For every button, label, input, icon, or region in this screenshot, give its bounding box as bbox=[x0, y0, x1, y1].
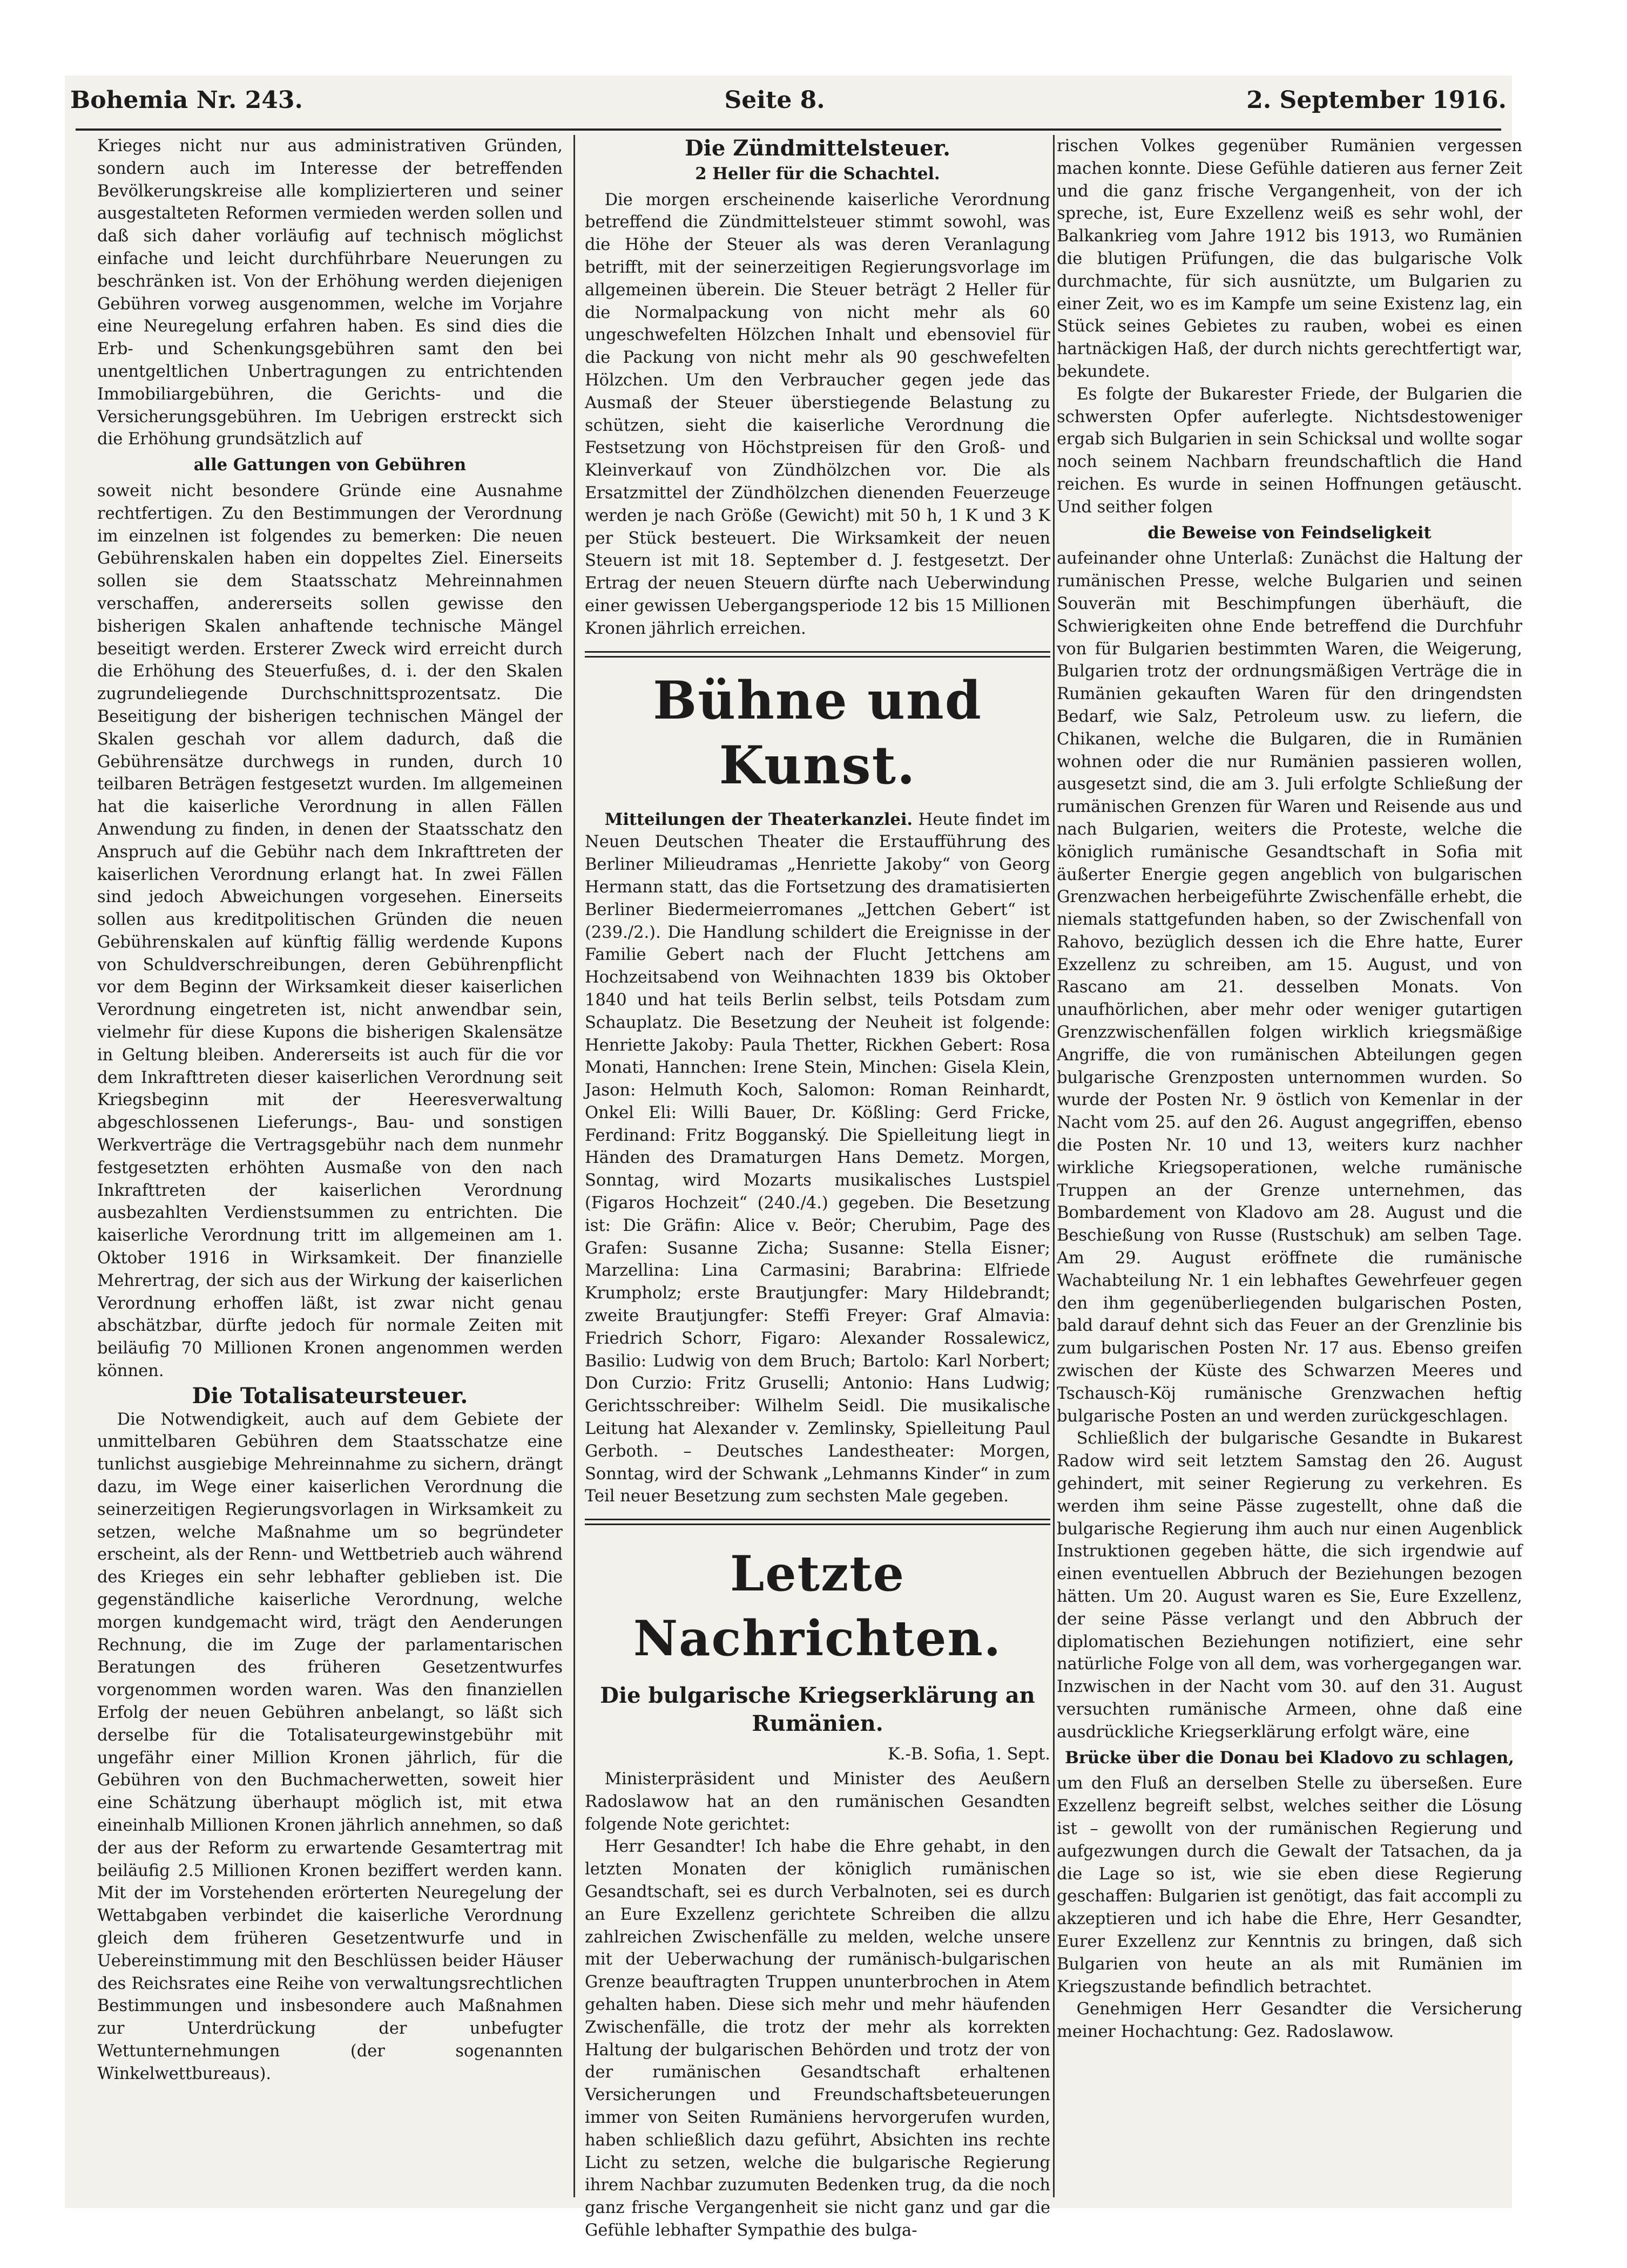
article-text: um den Fluß an derselben Stelle zu überseßen. Eure Exzellenz begreift selbst, welches seither die Lösung ist – gewollt von der rumänischen Regierung und aufgezwungen durch die Gewalt der Tatsachen, da ja die Lage so ist, wie sie eben diese Regierung geschaffen: Bulgarien ist genötigt, das fait accompli zu akzeptieren und ich habe die Ehre, Herr Gesandter, Eurer Exzellenz zur Kenntnis zu bringen, daß sich Bulgarien von heute an als mit Rumänien im Kriegszustande befindlich betrachtet. bbox=[1057, 1774, 1522, 1996]
column-3 bbox=[1057, 135, 1522, 2197]
column-divider-1 bbox=[573, 135, 575, 2197]
article-text: rischen Volkes gegenüber Rumänien vergessen machen konnte. Diese Gefühle datieren aus ferner Zeit und die ganz frische Vergangenheit, von der ich spreche, ist, Eure Exzellenz weiß es sehr wohl, der Balkankrieg vom Jahre 1912 bis 1913, wo Rumänien die blutigen Prüfungen, die das bulgarische Volk durchmachte, für sich ausnützte, um Bulgarien zu einer Zeit, wo es im Kampfe um seine Existenz lag, ein Stück seines Gebietes zu rauben, wobei es einen hartnäckigen Haß, der durch nichts gerechtfertigt war, bekundete. bbox=[1057, 137, 1522, 381]
section-heading: Letzte Nachrichten. bbox=[633, 1545, 1002, 1668]
subheading: die Beweise von Feindseligkeit bbox=[1147, 523, 1432, 543]
article-text: Krieges nicht nur aus administrativen Gründen, sondern auch im Interesse der betreffenden Bevölkerungskreise alle komplizierteren und seiner ausgestalteten Reformen vermieden werden sollen und daß sich daher vorläufig auf technisch möglichst einfache und leicht durchführbare Neuerungen zu beschränken ist. Von der Erhöhung werden diejenigen Gebühren vorweg ausgenommen, welche im Vorjahre eine Neuregelung erfahren haben. Es sind dies die Erb- und Schenkungsgebühren samt den bei unentgeltlichen Unbertragungen zu entrichtenden Immobiliargebühren, die Gerichts- und die Versicherungsgebühren. Im Uebrigen erstreckt sich die Erhöhung grundsätzlich auf bbox=[97, 137, 563, 449]
page-number: Seite 8. bbox=[724, 86, 825, 114]
column-1 bbox=[97, 135, 563, 2197]
dateline: K.-B. Sofia, 1. Sept. bbox=[888, 1745, 1050, 1764]
article-heading: Die bulgarische Kriegserklärung an Rumänien. bbox=[600, 1683, 1035, 1737]
article-heading: Die Zündmittelsteuer. bbox=[684, 136, 950, 161]
masthead-issue: Bohemia Nr. 243. bbox=[70, 86, 303, 114]
subheading: Brücke über die Donau bei Kladovo zu schlagen, bbox=[1065, 1748, 1514, 1768]
section-heading: Bühne und Kunst. bbox=[653, 669, 982, 796]
article-text: Es folgte der Bukarester Friede, der Bulgarien die schwersten Opfer auferlegte. Nichtsdestoweniger ergab sich Bulgarien in sein Schicksal und wollte sogar noch seinem Nachbarn freundschaftlich die Hand reichen. Es wurde in seinen Hoffnungen getäuscht. Und seither folgen bbox=[1057, 384, 1522, 517]
article-text: Herr Gesandter! Ich habe die Ehre gehabt, in den letzten Monaten der königlich rumänischen Gesandtschaft, sei es durch Verbalnoten, sei es durch an Eure Exzellenz gerichtete Schreiben die allzu zahlreichen Zwischenfälle zu melden, welche unsere mit der Ueberwachung der rumänisch-bulgarischen Grenze beauftragten Truppen ununterbrochen in Atem gehalten haben. Diese sich mehr und mehr häufenden Zwischenfälle, die trotz der mehr als korrekten Haltung der bulgarischen Behörden und trotz der von der rumänischen Gesandtschaft erhaltenen Versicherungen und Freundschaftsbeteuerungen immer von Seiten Rumäniens hervorgerufen wurden, haben schließlich dazu geführt, Absichten ins rechte Licht zu setzen, welche die bulgarische Regierung ihrem Nachbar zuzumuten Bedenken trug, da die noch ganz frische Vergangenheit sie nicht ganz und gar die Gefühle lebhafter Sympathie des bulga- bbox=[585, 1837, 1050, 2240]
article-text: Genehmigen Herr Gesandter die Versicherung meiner Hochachtung: Gez. Radoslawow. bbox=[1057, 2000, 1522, 2042]
article-heading: Die Totalisateursteuer. bbox=[192, 1383, 468, 1409]
article-text: Die Notwendigkeit, auch auf dem Gebiete der unmittelbaren Gebühren dem Staatsschatze eine tunlichst ausgiebige Mehreinnahme zu sichern, drängt dazu, im Wege einer kaiserlichen Verordnung die seinerzeitigen Regierungsvorlagen in Wirksamkeit zu setzen, welche Maßnahme um so begründeter erscheint, als der Renn- und Wettbetrieb auch während des Krieges ein sehr lebhafter geblieben ist. Die gegenständliche kaiserliche Verordnung, welche morgen kundgemacht wird, trägt den Aenderungen Rechnung, die im Zuge der parlamentarischen Beratungen des früheren Gesetzentwurfes vorgenommen worden waren. Was den finanziellen Erfolg der neuen Gebühren anbelangt, so läßt sich derselbe für die Totalisateurgewinstgebühr mit ungefähr einer Million Kronen jährlich, für die Gebühren von den Buchmacherwetten, soweit hier eine Schätzung überhaupt möglich ist, mit etwa eineinhalb Millionen Kronen jährlich annehmen, so daß der aus der Reform zu erwartende Gesamtertrag mit beiläufig 2.5 Millionen Kronen beziffert werden kann. Mit der im Vorstehenden erörterten Neuregelung der Wettabgaben verbindet die kaiserliche Verordnung gleich dem früheren Gesetzentwurfe und in Uebereinstimmung mit den Beschlüssen beider Häuser des Reichsrates eine Reihe von verwaltungsrechtlichen Bestimmungen und insbesondere auch Maßnahmen zur Unterdrückung der unbefugter Wettunternehmungen (der sogenannten Winkelwettbureaus). bbox=[97, 1410, 563, 2083]
article-text: soweit nicht besondere Gründe eine Ausnahme rechtfertigen. Zu den Bestimmungen der Verordnung im einzelnen ist folgendes zu bemerken: Die neuen Gebührenskalen haben ein doppeltes Ziel. Einerseits sollen sie dem Staatsschatz Mehreinnahmen verschaffen, andererseits sollen gewisse den bisherigen Skalen anhaftende technische Mängel beseitigt werden. Ersterer Zweck wird erreicht durch die Erhöhung des Steuerfußes, d. i. der den Skalen zugrundeliegende Durchschnittsprozentsatz. Die Beseitigung der bisherigen technischen Mängel der Skalen geschah vor allem dadurch, daß die Gebührensätze durchwegs in runden, durch 10 teilbaren Beträgen festgesetzt wurden. Im allgemeinen hat die kaiserliche Verordnung in allen Fällen Anwendung zu finden, in denen der Staatsschatz den Anspruch auf die Gebühr nach dem Inkrafttreten der kaiserlichen Verordnung erlangt hat. In zwei Fällen sind jedoch Abweichungen vorgesehen. Einerseits sollen aus kreditpolitischen Gründen die neuen Gebührenskalen auf künftig fällig werdende Kupons von Schuldverschreibungen, deren Gebührenpflicht vor dem Beginn der Wirksamkeit dieser kaiserlichen Verordnung eingetreten ist, nicht anwendbar sein, vielmehr für diese Kupons die bisherigen Skalensätze in Geltung bleiben. Andererseits ist auch für die vor dem Inkrafttreten dieser kaiserlichen Verordnung seit Kriegsbeginn mit der Heeresverwaltung abgeschlossenen Lieferungs-, Bau- und sonstigen Werkverträge die Vertragsgebühr nach dem nunmehr festgesetzten erhöhten Ausmaße von den nach Inkrafttreten der kaiserlichen Verordnung ausbezahlten Verdienstsummen zu entrichten. Die kaiserliche Verordnung tritt im allgemeinen am 1. Oktober 1916 in Wirksamkeit. Der finanzielle Mehrertrag, der sich aus der Wirkung der kaiserlichen Verordnung erhoffen läßt, ist zwar nicht genau abschätzbar, dürfte jedoch für normale Zeiten mit beiläufig 70 Millionen Kronen angenommen werden können. bbox=[97, 481, 563, 1381]
article-text: Schließlich der bulgarische Gesandte in Bukarest Radow wird seit letztem Samstag den 26. August gehindert, mit seiner Regierung zu verkehren. Es werden ihm seine Pässe zugestellt, ohne daß die bulgarische Regierung ihm auch nur einen Augenblick Instruktionen gegeben hätte, die sich irgendwie auf einen eventuellen Abbruch der Beziehungen bezogen hätten. Um 20. August waren es Sie, Eure Exzellenz, der seine Pässe verlangt und den Abbruch der diplomatischen Beziehungen notifiziert, eine sehr natürliche Folge von all dem, was vorhergegangen war. Inzwischen in der Nacht vom 30. auf den 31. August versuchten rumänische Armeen, ohne daß eine ausdrückliche Kriegserklärung erfolgt wäre, eine bbox=[1057, 1429, 1522, 1742]
column-2 bbox=[585, 135, 1050, 2240]
article-text: Ministerpräsident und Minister des Aeußern Radoslawow hat an den rumänischen Gesandten folgende Note gerichtet: bbox=[585, 1770, 1050, 1834]
subheading: alle Gattungen von Gebühren bbox=[193, 455, 467, 475]
article-text: Heute findet im Neuen Deutschen Theater die Erstaufführung des Berliner Milieudramas „Henriette Jakoby“ von Georg Hermann statt, das die Fortsetzung des dramatisierten Berliner Biedermeierromanes „Jettchen Gebert“ ist (239./2.). Die Handlung schildert die Ereignisse in der Familie Gebert nach der Flucht Jettchens am Hochzeitsabend von Weihnachten 1839 bis Oktober 1840 und hat teils Berlin selbst, teils Potsdam zum Schauplatz. Die Besetzung der Neuheit ist folgende: Henriette Jakoby: Paula Thetter, Rickhen Gebert: Rosa Monati, Hannchen: Irene Stein, Minchen: Gisela Klein, Jason: Helmuth Koch, Salomon: Roman Reinhardt, Onkel Eli: Willi Bauer, Dr. Kößling: Gerd Fricke, Ferdinand: Fritz Bogganský. Die Spielleitung liegt in Händen des Dramaturgen Hans Demetz. Morgen, Sonntag, wird Mozarts musikalisches Lustspiel (Figaros Hochzeit“ (240./4.) gegeben. Die Besetzung ist: Die Gräfin: Alice v. Beör; Cherubim, Page des Grafen: Susanne Zicha; Susanne: Stella Eisner; Marzellina: Lina Carmasini; Barabrina: Elfriede Krumpholz; erste Brautjungfer: Mary Hildebrandt; zweite Brautjungfer: Steffi Freyer: Graf Almavia: Friedrich Schorr, Figaro: Alexander Rossalewicz, Basilio: Ludwig von dem Bruch; Bartolo: Karl Norbert; Don Curzio: Fritz Gruselli; Antonio: Hans Ludwig; Gerichtsschreiber: Wilhelm Seidl. Die musikalische Leitung hat Alexander v. Zemlinsky, Spielleitung Paul Gerboth. – Deutsches Landestheater: Morgen, Sonntag, wird der Schwank „Lehmanns Kinder“ in zum Teil neuer Besetzung zum sechsten Male gegeben. bbox=[585, 810, 1050, 1506]
section-rule bbox=[585, 651, 1050, 658]
section-rule bbox=[585, 1519, 1050, 1525]
header-rule bbox=[76, 128, 1501, 131]
article-text: Die morgen erscheinende kaiserliche Verordnung betreffend die Zündmittelsteuer stimmt sowohl, was die Höhe der Steuer als was deren Veranlagung betrifft, mit der seinerzeitigen Regierungsvorlage im allgemeinen überein. Die Steuer beträgt 2 Heller für die Normalpackung von nicht mehr als 60 ungeschwefelten Hölzchen Inhalt und ebensoviel für die Packung von nicht mehr als 90 geschwefelten Hölzchen. Um den Verbraucher gegen jede das Ausmaß der Steuer überstiegende Belastung zu schützen, sieht die kaiserliche Verordnung die Festsetzung von Höchstpreisen für den Groß- und Kleinverkauf von Zündhölzchen vor. Die als Ersatzmittel der Zündhölzchen dienenden Feuerzeuge werden je nach Größe (Gewicht) mit 50 h, 1 K und 3 K per Stück besteuert. Die Wirksamkeit der neuen Steuern ist mit 18. September d. J. festgesetzt. Der Ertrag der neuen Steuern dürfte nach Ueberwindung einer gewissen Uebergangsperiode 12 bis 15 Millionen Kronen jährlich erreichen. bbox=[585, 190, 1050, 638]
article-text: aufeinander ohne Unterlaß: Zunächst die Haltung der rumänischen Presse, welche Bulgarien und seinen Souverän mit Beschimpfungen überhäuft, die Schwierigkeiten ohne Ende betreffend die Durchfuhr von für Bulgarien bestimmten Waren, die Weigerung, Bulgarien trotz der ordnungsmäßigen Verträge die in Rumänien gekauften Waren für den dringendsten Bedarf, wie Salz, Petroleum usw. zu liefern, die Chikanen, welche die Bulgaren, die in Rumänien wohnen oder die nur Rumänien passieren wollen, ausgesetzt sind, die am 3. Juli erfolgte Schließung der rumänischen Grenzen für Waren und Reisende aus und nach Bulgarien, weiters die Proteste, welche die königlich rumänische Gesandtschaft in Sofia mit äußerter Energie gegen angeblich von bulgarischen Grenzwachen herbeigeführte Zwischenfälle erhebt, die niemals stattgefunden haben, so der Zwischenfall von Rahovo, bezüglich dessen ich die Ehre hatte, Eurer Exzellenz zu schreiben, am 15. August, und von Rascano am 21. desselben Monats. Von unaufhörlichen, aber mehr oder weniger gutartigen Grenzzwischenfällen folgen wirklich kriegsmäßige Angriffe, die von rumänischen Abteilungen gegen bulgarische Grenzposten unternommen wurden. So wurde der Posten Nr. 9 östlich von Kemenlar in der Nacht vom 25. auf den 26. August angegriffen, ebenso die Posten Nr. 10 und 13, weiters kurz nachher wirkliche Kriegsoperationen, welche rumänische Truppen an der Grenze unternehmen, das Bombardement von Kladovo am 28. August und die Beschießung von Russe (Rustschuk) am selben Tage. Am 29. August eröffnete die rumänische Wachabteilung Nr. 1 ein lebhaftes Gewehrfeuer gegen den ihm gegenüberliegenden bulgarischen Posten, bald darauf dehnt sich das Feuer an der Grenzlinie bis zum bulgarischen Posten Nr. 17 aus. Ebenso greifen zwischen der Küste des Schwarzen Meeres und Tschausch-Köj rumänische Grenzwachen heftig bulgarische Posten an und werden zurückgeschlagen. bbox=[1057, 549, 1522, 1426]
lead-in: Mitteilungen der Theaterkanzlei. bbox=[604, 809, 913, 829]
column-divider-2 bbox=[1053, 135, 1055, 2197]
issue-date: 2. September 1916. bbox=[1246, 86, 1507, 114]
subheading: 2 Heller für die Schachtel. bbox=[695, 164, 940, 184]
page-header bbox=[70, 76, 1507, 124]
